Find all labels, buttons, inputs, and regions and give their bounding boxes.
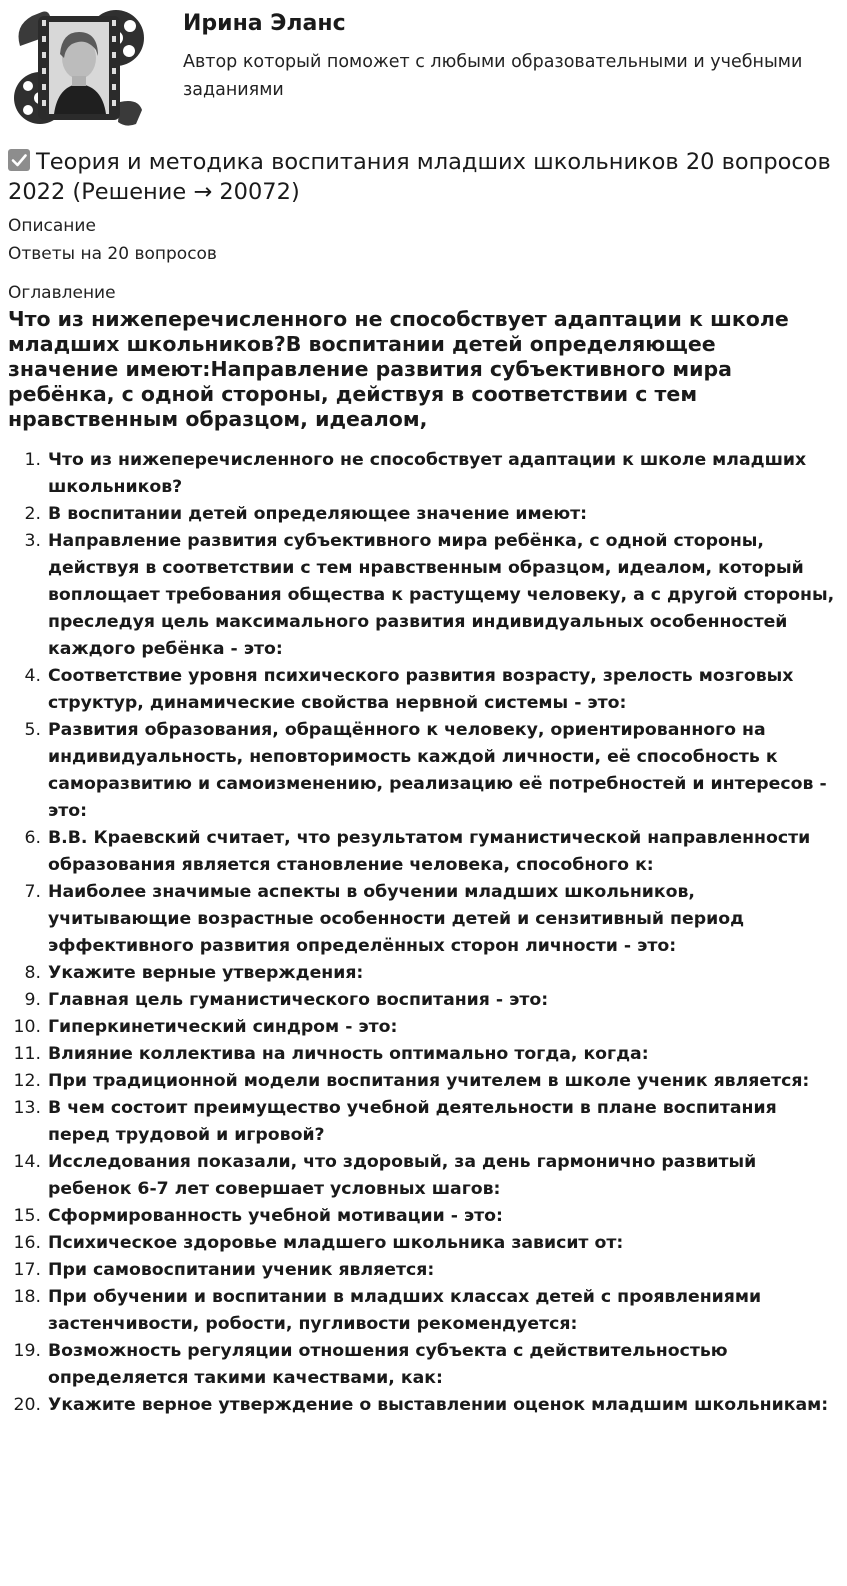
question-text: Соответствие уровня психического развития возрасту, зрелость мозговых структур, динамические свойства нервной системы - это: bbox=[48, 666, 794, 713]
question-text: Гиперкинетический синдром - это: bbox=[48, 1017, 398, 1037]
author-bio: Автор который поможет с любыми образовательными и учебными заданиями bbox=[183, 52, 803, 100]
question-number: 7. bbox=[24, 882, 41, 902]
question-number: 15. bbox=[13, 1206, 41, 1226]
question-text: При традиционной модели воспитания учителем в школе ученик является: bbox=[48, 1071, 810, 1091]
question-item bbox=[0, 663, 847, 717]
question-item bbox=[0, 501, 847, 528]
question-text: Исследования показали, что здоровый, за день гармонично развитый ребенок 6-7 лет совершает условных шагов: bbox=[48, 1152, 757, 1199]
question-item bbox=[0, 1149, 847, 1203]
question-item bbox=[0, 879, 847, 960]
question-text: Возможность регуляции отношения субъекта с действительностью определяется такими качествами, как: bbox=[48, 1341, 728, 1388]
question-item bbox=[0, 528, 847, 663]
question-text: Укажите верное утверждение о выставлении оценок младшим школьникам: bbox=[48, 1395, 829, 1415]
author-name[interactable]: Ирина Эланс bbox=[183, 11, 346, 36]
question-text: При самовоспитании ученик является: bbox=[48, 1260, 435, 1280]
question-text: Главная цель гуманистического воспитания - это: bbox=[48, 990, 549, 1010]
question-number: 6. bbox=[24, 828, 41, 848]
toc-label: Оглавление bbox=[8, 283, 116, 303]
question-number: 9. bbox=[24, 990, 41, 1010]
question-text: Наиболее значимые аспекты в обучении младших школьников, учитывающие возрастные особенности детей и сензитивный период эффективного развития определённых сторон личности - это: bbox=[48, 882, 745, 956]
question-number: 12. bbox=[13, 1071, 41, 1091]
question-number: 2. bbox=[24, 504, 41, 524]
question-number: 11. bbox=[13, 1044, 41, 1064]
question-number: 5. bbox=[24, 720, 41, 740]
question-text: Влияние коллектива на личность оптимально тогда, когда: bbox=[48, 1044, 649, 1064]
question-item bbox=[0, 1068, 847, 1095]
question-item bbox=[0, 1095, 847, 1149]
question-item bbox=[0, 717, 847, 825]
question-number: 19. bbox=[13, 1341, 41, 1361]
question-text: В воспитании детей определяющее значение имеют: bbox=[48, 504, 588, 524]
question-text: Психическое здоровье младшего школьника зависит от: bbox=[48, 1233, 624, 1253]
question-text: Развития образования, обращённого к человеку, ориентированного на индивидуальность, неповторимость каждой личности, её способность к саморазвитию и самоизменению, реализацию её потребностей и интересов - это: bbox=[48, 720, 827, 821]
question-item bbox=[0, 1203, 847, 1230]
question-text: Направление развития субъективного мира ребёнка, с одной стороны, действуя в соответствии с тем нравственным образцом, идеалом, который воплощает требования общества к растущему человеку, а с другой стороны, преследуя цель максимального развития индивидуальных особенностей каждого ребёнка - это: bbox=[48, 531, 835, 659]
question-number: 10. bbox=[13, 1017, 41, 1037]
question-number: 8. bbox=[24, 963, 41, 983]
question-item bbox=[0, 1014, 847, 1041]
question-item bbox=[0, 1230, 847, 1257]
question-item bbox=[0, 1041, 847, 1068]
question-number: 4. bbox=[24, 666, 41, 686]
question-number: 17. bbox=[13, 1260, 41, 1280]
question-number: 16. bbox=[13, 1233, 41, 1253]
question-item bbox=[0, 1257, 847, 1284]
question-number: 18. bbox=[13, 1287, 41, 1307]
toc-summary: Что из нижеперечисленного не способствует адаптации к школе младших школьников?В воспитании детей определяющее значение имеют:Направление развития субъективного мира ребёнка, с одной стороны, действуя в соответствии с тем нравственным образцом, идеалом, bbox=[8, 307, 789, 431]
question-item bbox=[0, 1338, 847, 1392]
question-number: 1. bbox=[24, 450, 41, 470]
author-block bbox=[0, 0, 847, 135]
question-number: 13. bbox=[13, 1098, 41, 1118]
question-text: Сформированность учебной мотивации - это: bbox=[48, 1206, 503, 1226]
film-reel-avatar-image bbox=[8, 6, 148, 128]
description-label: Описание bbox=[8, 216, 96, 236]
question-text: Укажите верные утверждения: bbox=[48, 963, 364, 983]
question-item bbox=[0, 1392, 847, 1419]
question-item bbox=[0, 987, 847, 1014]
question-text: В чем состоит преимущество учебной деятельности в плане воспитания перед трудовой и игровой? bbox=[48, 1098, 777, 1145]
question-number: 14. bbox=[13, 1152, 41, 1172]
author-avatar[interactable] bbox=[8, 6, 148, 128]
question-item bbox=[0, 825, 847, 879]
question-item bbox=[0, 447, 847, 501]
page-title bbox=[8, 147, 838, 207]
question-list bbox=[0, 447, 847, 1419]
question-text: При обучении и воспитании в младших классах детей с проявлениями застенчивости, робости, пугливости рекомендуется: bbox=[48, 1287, 762, 1334]
question-number: 3. bbox=[24, 531, 41, 551]
question-text: В.В. Краевский считает, что результатом гуманистической направленности образования является становление человека, способного к: bbox=[48, 828, 811, 875]
question-number: 20. bbox=[13, 1395, 41, 1415]
check-box-icon bbox=[8, 149, 30, 171]
page-title-text: Теория и методика воспитания младших школьников 20 вопросов 2022 (Решение → 20072) bbox=[8, 149, 831, 205]
question-item bbox=[0, 960, 847, 987]
question-item bbox=[0, 1284, 847, 1338]
question-text: Что из нижеперечисленного не способствует адаптации к школе младших школьников? bbox=[48, 450, 807, 497]
description-text: Ответы на 20 вопросов bbox=[8, 244, 217, 264]
